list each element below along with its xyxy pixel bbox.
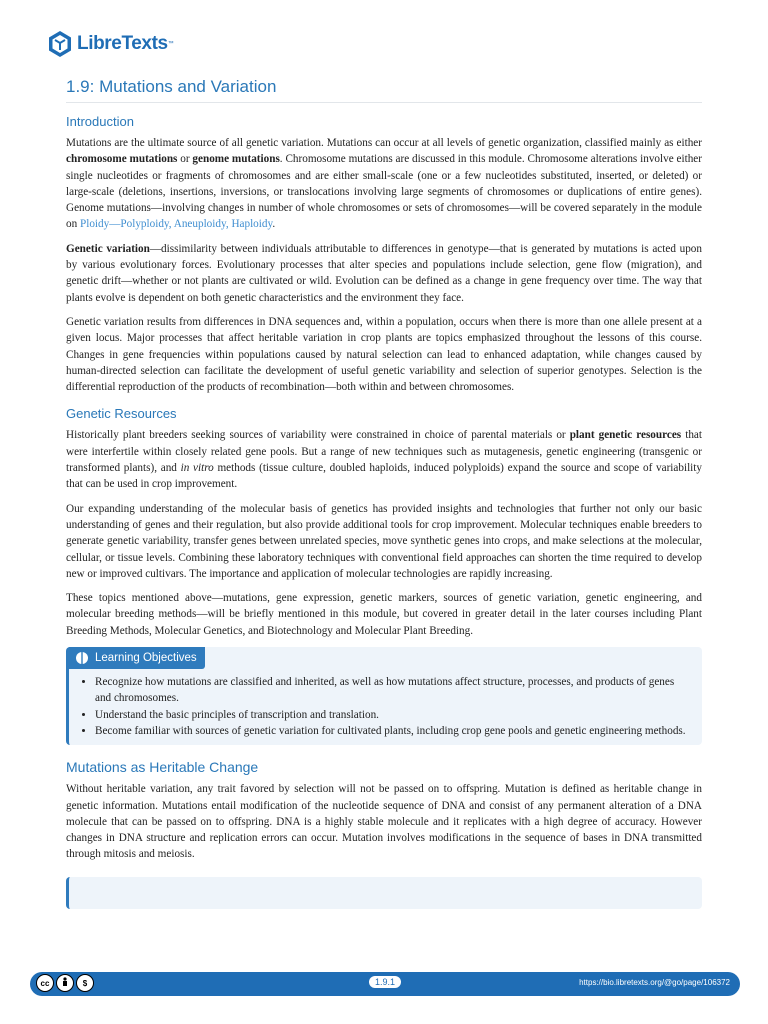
list-item: • Understand the basic principles of transcription and translation. bbox=[95, 707, 692, 723]
list-item: • Become familiar with sources of genetic variation for cultivated plants, including crop gene pools and genetic engineering methods. bbox=[95, 723, 692, 739]
callout-box bbox=[66, 877, 702, 909]
objectives-list bbox=[69, 674, 692, 739]
section-heading-introduction: Introduction bbox=[66, 114, 134, 129]
learning-objectives-box bbox=[66, 647, 702, 745]
page-url[interactable]: https://bio.libretexts.org/@go/page/106372 bbox=[579, 978, 730, 987]
nc-icon: $ bbox=[76, 974, 94, 992]
ploidy-module-link[interactable]: Ploidy—Polyploidy, Aneuploidy, Haploidy bbox=[79, 218, 273, 231]
learning-objectives-title: Learning Objectives bbox=[95, 652, 197, 665]
page-title: 1.9: Mutations and Variation bbox=[66, 77, 702, 103]
libretexts-logo-icon[interactable] bbox=[46, 30, 74, 58]
intro-paragraph-1: Mutations are the ultimate source of all genetic variation. Mutations can occur at all levels of genetic organization, classified mainly as either chromosome mutations or genome mutations. Chromosome mutations are discussed in this module. Chromosome alterations involve either single nucleotides or fragments of chromosomes and are either small-scale (one or a few nucleotides substituted, inserted, or deleted) or large-scale (deletions, insertions, inversions, or translocations involving large segments of chromosomes or duplications of entire genes). Genome mutations—involving changes in number of whole chromosomes or sets of chromosomes—will be covered separately in the module on Ploidy—Polyploidy, Aneuploidy, Haploidy. bbox=[66, 137, 702, 231]
intro-paragraph-2: Genetic variation—dissimilarity between individuals attributable to differences in genotype—that is generated by mutations is acted upon by various evolutionary forces. Evolutionary processes that alter species and populations include selection, gene flow (migration), and genetic drift—whether or not plants are cultivated or wild. Evolution can be defined as a change in gene frequency over time. The way that plants evolve is dependent on both genetic characteristics and the environment they face. bbox=[66, 242, 702, 304]
page-footer bbox=[30, 972, 740, 996]
brain-icon bbox=[75, 651, 89, 665]
by-icon bbox=[56, 974, 74, 992]
heritable-paragraph-1: Without heritable variation, any trait favored by selection will not be passed on to offspring. Mutation is defined as heritable change in genetic information. Mutations entail modification of the nucleotide sequence of DNA and consist of any permanent alteration of a DNA molecule that can be passed on to offspring. DNA is a highly stable molecule and it replicates with a high degree of accuracy. However changes in DNA structure and replication errors can occur. Mutation involves modifications in the sequence of bases in DNA transmitted through mitosis and meiosis. bbox=[66, 783, 702, 861]
cc-icon: cc bbox=[36, 974, 54, 992]
resources-paragraph-1: Historically plant breeders seeking sources of variability were constrained in choice of parental materials or plant genetic resources that were interfertile within closely related gene pools. But a range of new techniques such as mutagenesis, genetic engineering (transgenic or transformed plants), and in vitro methods (tissue culture, doubled haploids, induced polyploids) expand the source and scope of variability that can be used in crop improvement. bbox=[66, 429, 702, 491]
main-content bbox=[66, 77, 702, 909]
learning-objectives-header bbox=[69, 647, 205, 669]
logo-text[interactable]: LibreTexts bbox=[77, 33, 168, 54]
intro-paragraph-3: Genetic variation results from differences in DNA sequences and, within a population, occurs when there is more than one allele present at a given locus. Major processes that affect heritable variation in crop plants are topics emphasized throughout the lessons of this course. Changes in gene frequencies within populations caused by natural selection can lead to enhanced adaptation, while changes caused by human-directed selection can facilitate the development of useful genetic variability and selection of superior genotypes. Selection is the differential reproduction of the products of recombination—both within and between chromosomes. bbox=[66, 315, 702, 394]
license-badge[interactable] bbox=[36, 974, 96, 992]
resources-paragraph-2: Our expanding understanding of the molecular basis of genetics has provided insights and technologies that further not only our basic understanding of genes and their regulation, but also provide additional tools for crop improvement. Molecular techniques enable breeders to generate genetic variability, transfer genes between unrelated species, move synthetic genes into crops, and make selections at the molecular, cellular, or tissue levels. Combining these laboratory techniques with conventional field approaches can shorten the time required to develop new or improved cultivars. The importance and application of molecular technologies are rapidly increasing. bbox=[66, 502, 702, 580]
section-heading-genetic-resources: Genetic Resources bbox=[66, 406, 177, 422]
resources-paragraph-3: These topics mentioned above—mutations, gene expression, genetic markers, sources of genetic variation, genetic engineering, and molecular breeding methods—will be briefly mentioned in this module, but covered in greater detail in the later courses including Plant Breeding Methods, Molecular Genetics, and Biotechnology and Molecular Plant Breeding. bbox=[66, 592, 702, 637]
page-number: 1.9.1 bbox=[369, 976, 401, 988]
list-item: • Recognize how mutations are classified and inherited, as well as how mutations affect structure, processes, and products of genes and chromosomes. bbox=[95, 674, 692, 707]
site-header bbox=[46, 26, 174, 62]
section-heading-heritable-change: Mutations as Heritable Change bbox=[66, 759, 259, 776]
logo-trademark: ™ bbox=[167, 41, 174, 47]
